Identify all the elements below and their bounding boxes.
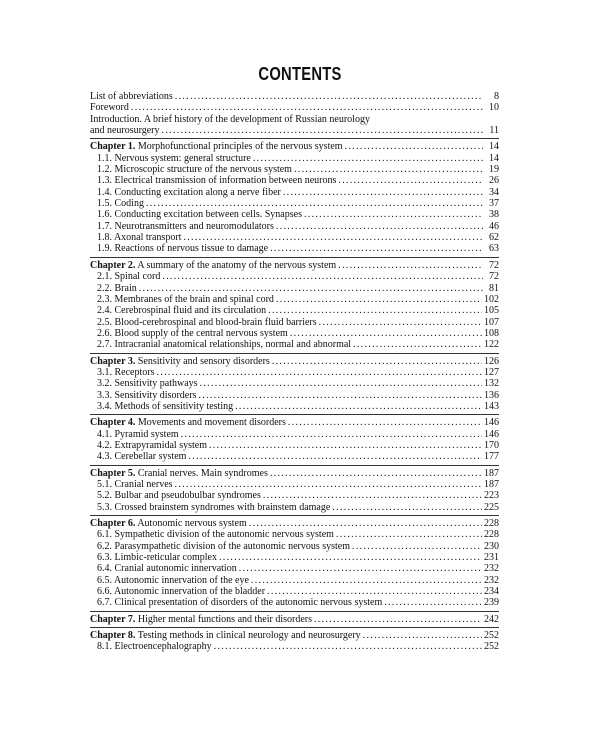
toc-page-number: 38 (489, 209, 499, 221)
toc-entry-label: List of abbreviations (90, 91, 173, 102)
table-of-contents (90, 91, 499, 653)
toc-entry-label: Higher mental functions and their disorders (137, 613, 312, 625)
toc-section-entry[interactable] (90, 429, 499, 440)
chapter-divider (90, 138, 499, 139)
toc-entry-label: 6.3. Limbic-reticular complex (97, 552, 217, 564)
dot-leader (214, 641, 482, 652)
toc-entry-title (90, 141, 343, 152)
chapter-number: Chapter 5. (90, 467, 136, 479)
chapter-divider (90, 414, 499, 415)
toc-section-entry[interactable] (90, 367, 499, 378)
toc-entry-label: 2.1. Spinal cord (97, 271, 161, 283)
dot-leader (157, 367, 483, 378)
dot-leader (239, 563, 482, 574)
toc-entry-label: 1.1. Nervous system: general structure (97, 152, 251, 164)
toc-entry-title (90, 597, 382, 608)
toc-page-number: 187 (484, 479, 499, 490)
toc-page-number: 102 (484, 293, 499, 305)
toc-section-entry[interactable] (90, 305, 499, 316)
toc-section-entry[interactable] (90, 440, 499, 451)
dot-leader (270, 243, 483, 254)
toc-page-number: 72 (489, 259, 499, 271)
dot-leader (175, 91, 483, 102)
toc-section-entry[interactable] (90, 378, 499, 389)
toc-section-entry[interactable] (90, 328, 499, 339)
toc-entry-title (90, 401, 233, 412)
toc-entry[interactable] (90, 125, 499, 136)
toc-page-number: 62 (489, 232, 499, 244)
chapter-divider (90, 515, 499, 516)
toc-entry-label: Introduction. A brief history of the development of Russian neurology (90, 113, 370, 125)
toc-entry-label: 4.2. Extrapyramidal system (97, 439, 207, 451)
toc-entry-title (90, 328, 288, 339)
toc-entry-title (90, 367, 155, 378)
dot-leader (181, 429, 482, 440)
toc-entry-title (90, 541, 350, 552)
toc-entry-label: 2.6. Blood supply of the central nervous system (97, 327, 288, 339)
toc-section-entry[interactable] (90, 232, 499, 243)
toc-page-number: 146 (484, 428, 499, 440)
toc-entry-title (90, 164, 292, 175)
toc-entry-title (90, 305, 266, 316)
toc-entry-label: 3.3. Sensitivity disorders (97, 389, 197, 401)
dot-leader (162, 271, 483, 282)
toc-section-entry[interactable] (90, 339, 499, 350)
dot-leader (198, 390, 482, 401)
toc-entry-title (90, 440, 207, 451)
dot-leader (249, 518, 482, 529)
toc-entry-title (90, 451, 186, 462)
toc-page-number: 63 (489, 243, 499, 255)
dot-leader (332, 502, 482, 513)
toc-entry[interactable] (90, 91, 499, 102)
toc-page-number: 122 (484, 339, 499, 351)
toc-entry-label: 1.3. Electrical transmission of information between neurons (97, 175, 337, 187)
toc-chapter-entry[interactable] (90, 141, 499, 152)
chapter-divider (90, 627, 499, 628)
dot-leader (183, 232, 483, 243)
toc-entry-label: 1.6. Conducting excitation between cells. Synapses (97, 209, 302, 221)
dot-leader (352, 541, 482, 552)
toc-section-entry[interactable] (90, 502, 499, 513)
toc-entry-label: 1.9. Reactions of nervous tissue to damage (97, 243, 269, 255)
toc-entry-title (90, 114, 370, 125)
dot-leader (146, 198, 483, 209)
toc-section-entry[interactable] (90, 221, 499, 232)
toc-page-number: 11 (489, 125, 499, 137)
toc-entry-title (90, 563, 237, 574)
dot-leader (162, 125, 483, 136)
page-title: CONTENTS (258, 64, 342, 84)
toc-entry-label: 1.4. Conducting excitation along a nerve fiber (97, 186, 281, 198)
toc-section-entry[interactable] (90, 479, 499, 490)
toc-section-entry[interactable] (90, 575, 499, 586)
toc-page-number: 8 (494, 91, 499, 102)
toc-entry-title (90, 641, 212, 652)
chapter-divider (90, 257, 499, 258)
toc-page-number: 14 (489, 152, 499, 164)
toc-entry-label: 6.6. Autonomic innervation of the bladder (97, 586, 266, 598)
chapter-number: Chapter 3. (90, 355, 136, 367)
toc-entry-title (90, 468, 268, 479)
toc-chapter-entry[interactable] (90, 614, 499, 625)
toc-entry-title (90, 175, 336, 186)
toc-entry-label: Morphofunctional principles of the nervous system (137, 141, 343, 153)
toc-entry-title (90, 294, 274, 305)
toc-entry-label: 2.7. Intracranial anatomical relationships, normal and abnormal (97, 339, 352, 351)
dot-leader (251, 575, 482, 586)
toc-entry-title (90, 317, 317, 328)
toc-entry-title (90, 518, 247, 529)
toc-page-number: 252 (484, 630, 499, 642)
toc-entry-title (90, 378, 198, 389)
toc-section-entry[interactable] (90, 552, 499, 563)
chapter-divider (90, 611, 499, 612)
toc-entry-label: 2.4. Cerebrospinal fluid and its circulation (97, 305, 267, 317)
toc-section-entry[interactable] (90, 153, 499, 164)
toc-page-number: 72 (489, 271, 499, 283)
toc-page-number: 232 (484, 563, 499, 575)
toc-section-entry[interactable] (90, 597, 499, 608)
dot-leader (338, 260, 483, 271)
toc-section-entry[interactable] (90, 283, 499, 294)
dot-leader (139, 283, 483, 294)
toc-section-entry[interactable] (90, 209, 499, 220)
toc-entry-label: 6.1. Sympathetic division of the autonomic nervous system (97, 529, 334, 541)
toc-entry-label: 2.3. Membranes of the brain and spinal cord (97, 293, 274, 305)
toc-entry-label: Testing methods in clinical neurology and neurosurgery (137, 630, 361, 642)
toc-entry-title (90, 232, 181, 243)
chapter-number: Chapter 2. (90, 259, 136, 271)
toc-entry-label: and neurosurgery (90, 125, 160, 137)
chapter-divider (90, 465, 499, 466)
toc-section-entry[interactable] (90, 243, 499, 254)
toc-section-entry[interactable] (90, 390, 499, 401)
toc-page-number: 46 (489, 220, 499, 232)
toc-entry-label: 1.5. Coding (97, 198, 144, 210)
chapter-number: Chapter 6. (90, 518, 136, 530)
toc-entry-label: 1.8. Axonal transport (97, 232, 182, 244)
toc-entry-title (90, 209, 302, 220)
toc-chapter-entry[interactable] (90, 468, 499, 479)
toc-page-number: 19 (489, 164, 499, 176)
dot-leader (345, 141, 483, 152)
toc-page-number: 231 (484, 552, 499, 564)
dot-leader (290, 328, 482, 339)
toc-entry[interactable] (90, 114, 499, 125)
dot-leader (200, 378, 482, 389)
toc-page-number: 252 (484, 641, 499, 653)
toc-entry-title (90, 221, 274, 232)
toc-entry-title (90, 429, 179, 440)
toc-section-entry[interactable] (90, 541, 499, 552)
chapter-divider (90, 353, 499, 354)
toc-entry-title (90, 125, 160, 136)
toc-section-entry[interactable] (90, 563, 499, 574)
toc-page-number: 126 (484, 355, 499, 367)
toc-section-entry[interactable] (90, 294, 499, 305)
toc-entry-label: 5.1. Cranial nerves (97, 479, 173, 490)
toc-section-entry[interactable] (90, 317, 499, 328)
toc-page-number: 228 (484, 518, 499, 530)
toc-page-number: 223 (484, 490, 499, 502)
toc-entry-label: 5.3. Crossed brainstem syndromes with brainstem damage (97, 501, 331, 513)
toc-page-number: 34 (489, 186, 499, 198)
toc-page-number: 170 (484, 439, 499, 451)
toc-page-number: 132 (484, 378, 499, 390)
toc-page-number: 146 (484, 417, 499, 429)
toc-page-number: 143 (484, 400, 499, 412)
toc-page-number: 242 (484, 613, 499, 625)
toc-section-entry[interactable] (90, 271, 499, 282)
toc-entry-label: 1.7. Neurotransmitters and neuromodulators (97, 220, 274, 232)
toc-entry-title (90, 356, 270, 367)
dot-leader (188, 451, 482, 462)
toc-page-number: 108 (484, 327, 499, 339)
dot-leader (353, 339, 482, 350)
toc-page-number: 177 (484, 451, 499, 463)
dot-leader (338, 175, 483, 186)
toc-entry-title (90, 271, 160, 282)
toc-entry-label: Movements and movement disorders (137, 417, 286, 429)
dot-leader (235, 401, 482, 412)
toc-entry-title (90, 552, 217, 563)
toc-chapter-entry[interactable] (90, 260, 499, 271)
toc-page-number: 37 (489, 198, 499, 210)
dot-leader (219, 552, 482, 563)
toc-page-number: 10 (489, 102, 499, 114)
dot-leader (319, 317, 482, 328)
toc-entry-label: Foreword (90, 102, 129, 114)
toc-page-number: 230 (484, 540, 499, 552)
toc-entry-title (90, 260, 336, 271)
toc-entry-title (90, 339, 351, 350)
dot-leader (294, 164, 483, 175)
toc-entry-label: 6.5. Autonomic innervation of the eye (97, 574, 249, 586)
dot-leader (314, 614, 482, 625)
toc-page-number: 26 (489, 175, 499, 187)
toc-section-entry[interactable] (90, 175, 499, 186)
toc-entry-label: 6.7. Clinical presentation of disorders of the autonomic nervous system (97, 597, 383, 609)
toc-entry-label: Cranial nerves. Main syndromes (137, 467, 268, 479)
toc-page-number: 105 (484, 305, 499, 317)
dot-leader (270, 468, 482, 479)
toc-page-number: 239 (484, 597, 499, 609)
toc-section-entry[interactable] (90, 586, 499, 597)
toc-entry-label: 2.2. Brain (97, 282, 137, 294)
toc-entry-label: 5.2. Bulbar and pseudobulbar syndromes (97, 490, 261, 502)
dot-leader (253, 153, 483, 164)
toc-entry-label: 4.3. Cerebellar system (97, 451, 187, 463)
dot-leader (263, 490, 482, 501)
toc-section-entry[interactable] (90, 164, 499, 175)
toc-entry-title (90, 243, 268, 254)
toc-entry-title (90, 614, 312, 625)
toc-entry-label: A summary of the anatomy of the nervous system (137, 259, 337, 271)
toc-chapter-entry[interactable] (90, 417, 499, 428)
dot-leader (384, 597, 482, 608)
toc-entry[interactable] (90, 102, 499, 113)
toc-entry-title (90, 479, 173, 490)
toc-entry-title (90, 529, 334, 540)
toc-entry-label: 2.5. Blood-cerebrospinal and blood-brain fluid barriers (97, 316, 317, 328)
toc-section-entry[interactable] (90, 490, 499, 501)
toc-entry-title (90, 575, 249, 586)
toc-page-number: 228 (484, 529, 499, 541)
dot-leader (363, 630, 482, 641)
toc-entry-label: 4.1. Pyramid system (97, 428, 179, 440)
toc-entry-title (90, 198, 144, 209)
toc-chapter-entry[interactable] (90, 518, 499, 529)
chapter-number: Chapter 1. (90, 141, 136, 153)
toc-section-entry[interactable] (90, 187, 499, 198)
toc-page-number: 234 (484, 586, 499, 598)
toc-page-number: 232 (484, 574, 499, 586)
chapter-number: Chapter 7. (90, 613, 136, 625)
toc-entry-title (90, 91, 173, 102)
toc-section-entry[interactable] (90, 451, 499, 462)
dot-leader (175, 479, 482, 490)
toc-page-number: 107 (484, 316, 499, 328)
toc-entry-title (90, 586, 265, 597)
toc-entry-label: 3.1. Receptors (97, 366, 155, 378)
toc-section-entry[interactable] (90, 198, 499, 209)
toc-page-number: 225 (484, 501, 499, 513)
toc-entry-title (90, 502, 330, 513)
dot-leader (209, 440, 482, 451)
toc-section-entry[interactable] (90, 641, 499, 652)
toc-entry-title (90, 153, 251, 164)
toc-entry-title (90, 417, 286, 428)
toc-entry-label: Autonomic nervous system (137, 518, 247, 530)
toc-entry-label: 6.4. Cranial autonomic innervation (97, 563, 237, 575)
toc-section-entry[interactable] (90, 401, 499, 412)
chapter-number: Chapter 4. (90, 417, 136, 429)
chapter-number: Chapter 8. (90, 630, 136, 642)
toc-entry-label: 8.1. Electroencephalography (97, 641, 212, 653)
dot-leader (267, 586, 482, 597)
toc-entry-title (90, 283, 137, 294)
toc-page-number: 127 (484, 366, 499, 378)
dot-leader (283, 187, 483, 198)
toc-entry-label: 3.2. Sensitivity pathways (97, 378, 198, 390)
toc-page-number: 187 (484, 467, 499, 479)
toc-entry-label: 6.2. Parasympathetic division of the autonomic nervous system (97, 540, 351, 552)
dot-leader (276, 294, 482, 305)
toc-page-number: 81 (489, 282, 499, 294)
toc-entry-title (90, 102, 129, 113)
toc-entry-label: Sensitivity and sensory disorders (137, 355, 270, 367)
toc-page-number: 14 (489, 141, 499, 153)
dot-leader (131, 102, 483, 113)
dot-leader (268, 305, 482, 316)
toc-chapter-entry[interactable] (90, 630, 499, 641)
dot-leader (304, 209, 483, 220)
dot-leader (272, 356, 482, 367)
dot-leader (276, 221, 483, 232)
dot-leader (288, 417, 482, 428)
toc-entry-title (90, 490, 261, 501)
toc-entry-title (90, 630, 361, 641)
toc-section-entry[interactable] (90, 529, 499, 540)
toc-chapter-entry[interactable] (90, 356, 499, 367)
dot-leader (336, 529, 482, 540)
toc-entry-label: 1.2. Microscopic structure of the nervous system (97, 164, 292, 176)
toc-entry-title (90, 187, 281, 198)
toc-entry-title (90, 390, 196, 401)
toc-entry-label: 3.4. Methods of sensitivity testing (97, 400, 234, 412)
toc-page-number: 136 (484, 389, 499, 401)
